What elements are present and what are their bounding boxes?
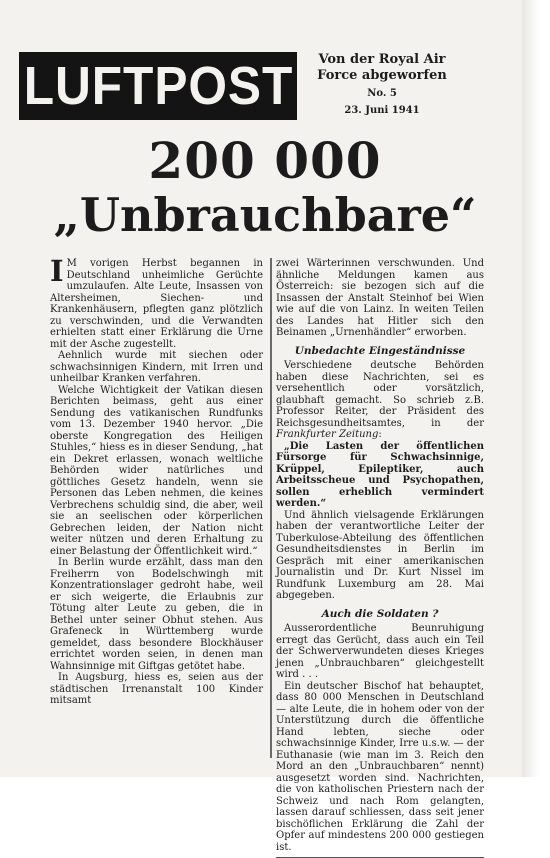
publication-info — [300, 52, 464, 118]
column-divider — [270, 258, 272, 758]
headline-number: 200 000 — [148, 131, 382, 190]
drop-cap: I — [50, 254, 64, 288]
paragraph: zwei Wärterinnen verschwunden. Und ähnliche Meldungen kamen aus Österreich: sie bezogen sich auf die Insassen der Anstalt Steinhof bei Wien wie auf die von Lainz. In weiten Teilen des Landes hat Hitler sich den Beinamen „Urnenhändler“ erworben. — [276, 258, 484, 338]
subheading: Unbedachte Eingeständnisse — [294, 344, 466, 357]
pub-line-2: Force abgeworfen — [317, 68, 447, 83]
paragraph — [276, 360, 484, 441]
page-edge — [522, 0, 550, 777]
paragraph-text: M vorigen Herbst begannen in Deutschland unheimliche Gerüchte umzulaufen. Alte Leute, Insassen von Altersheimen, Siechen- und Krankenhäusern, pflegten ganz plötzlich zu verschwinden, und die Verwandten erhielten statt einer Erklärung die Urne mit der Asche zugestellt. — [50, 258, 263, 350]
quotation: „Die Lasten der öffentlichen Fürsorge für Schwachsinnige, Krüppel, Epileptiker, auch Arbeitsscheue und Psychopathen, sollen erheblich vermindert werden.“ — [276, 440, 484, 509]
paragraph: Welche Wichtigkeit der Vatikan diesen Berichten beimass, geht aus einer Sendung des vatikanischen Rundfunks vom 13. Dezember 1940 hervor. „Die oberste Kongregation des Heiligen Stuhles,“ hiess es in dieser Sendung, „hat ein Dekret erlassen, wonach weltliche Behörden wider natürliches und göttliches Gesetz handeln, wenn sie Personen das Leben nehmen, die keines Verbrechens schuldig sind, die aber, weil sie an seelischen oder körperlichen Gebrechen leiden, der Nation nicht weiter nützen und deren Erhaltung zu einer Belastung der Öffentlichkeit wird.“ — [50, 384, 263, 557]
pub-line-1: Von der Royal Air — [318, 52, 446, 67]
article-column-left — [50, 254, 263, 707]
issue-number: No. 5 — [367, 88, 397, 99]
paragraph: Und ähnlich vielsagende Erklärungen haben der verantwortliche Leiter der Tuberkulose-Abteilung des öffentlichen Gesundheitsdienstes in Berlin im Gespräch mit einer amerikanischen Journalistin und Dr. Kurt Nissel im Rundfunk Luxemburg am 28. Mai abgegeben. — [276, 509, 484, 601]
paragraph: In Augsburg, hiess es, seien aus der städtischen Irrenanstalt 100 Kinder mitsamt — [50, 672, 263, 706]
masthead — [19, 52, 297, 120]
paragraph: In Berlin wurde erzählt, dass man den Freiherrn von Bodelschwingh mit Konzentrationslager gedroht habe, weil er sich weigerte, die Erlaubnis zur Tötung alter Leute zu geben, die in Bethel unter seiner Obhut stehen. Aus Grafeneck in Württemberg wurde gemeldet, dass besondere Blockhäuser errichtet worden seien, in denen man Wahnsinnige mit Giftgas getötet habe. — [50, 557, 263, 672]
paragraph-text: Verschiedene deutsche Behörden haben diese Nachrichten, sei es versehentlich oder vorsätzlich, glaubhaft gemacht. So schrieb z.B. Professor Reiter, der Präsident des Reichsgesundheitsamtes, in der — [276, 360, 484, 429]
paragraph: Aehnlich wurde mit siechen oder schwachsinnigen Kindern, mit Irren und unheilbar Kranken verfahren. — [50, 350, 263, 384]
headline-word: „Unbrauchbare“ — [53, 188, 477, 242]
paragraph: Ein deutscher Bischof hat behauptet, dass 80 000 Menschen in Deutschland — alte Leute, die in hohem oder von der Unterstützung durch die öffentliche Hand lebten, sieche oder schwachsinnige Kinder, Irre u.s.w. — der Euthanasie (wie man im 3. Reich den Mord an den „Unbrauchbaren“ nennt) ausgesetzt worden sind. Nachrichten, die von katholischen Priestern nach der Schweiz und nach Rom gelangten, lassen darauf schliessen, dass seit jener bischöflichen Erklärung die Zahl der Opfer auf mindestens 200 000 gestiegen ist. — [276, 680, 484, 853]
colon: : — [378, 429, 382, 440]
masthead-title: LUFTPOST — [23, 56, 293, 116]
newspaper-name: Frankfurter Zeitung — [276, 429, 379, 440]
article-column-right — [276, 258, 484, 858]
subheading: Auch die Soldaten ? — [321, 607, 439, 620]
paragraph: Ausserordentliche Beunruhigung erregt das Gerücht, dass auch ein Teil der Schwerverwundeten dieses Krieges jenen „Unbrauchbaren“ gleichgestellt wird . . . — [276, 623, 484, 680]
issue-date: 23. Juni 1941 — [344, 105, 420, 116]
paragraph — [50, 254, 263, 350]
